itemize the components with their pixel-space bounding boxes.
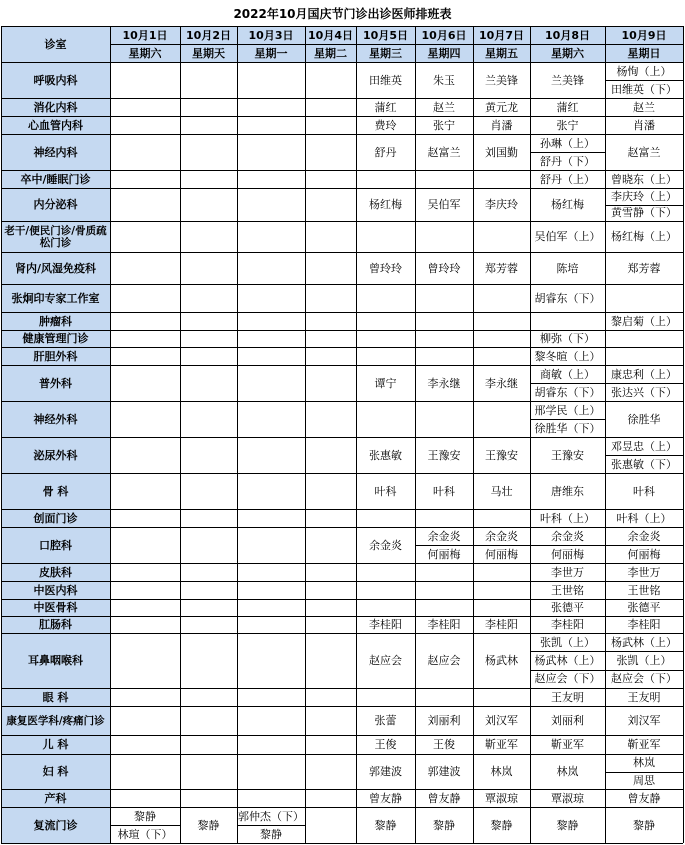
grid-line-h — [415, 545, 473, 546]
doctor-entry: 田维英（下） — [611, 82, 677, 96]
grid-line-h — [1, 134, 683, 135]
doctor-entry: 孙琳（上） — [540, 136, 595, 150]
doctor-entry: 赵应会 — [427, 654, 461, 667]
doctor-entry: 黎静 — [556, 818, 579, 832]
dept-name: 健康管理门诊 — [1, 330, 110, 347]
doctor-entry: 杨武林 — [485, 654, 518, 667]
grid-line-h — [1, 735, 683, 736]
grid-line-h — [1, 26, 683, 27]
doctor-entry: 刘国勤 — [485, 145, 518, 159]
grid-line-h — [110, 825, 180, 826]
doctor-entry: 李永继 — [485, 376, 518, 390]
grid-line-h — [1, 116, 683, 117]
grid-line-h — [1, 688, 683, 689]
date-header: 10月1日 — [110, 26, 180, 44]
date-header: 10月5日 — [356, 26, 415, 44]
date-header: 10月6日 — [415, 26, 473, 44]
doctor-entry: 何丽梅 — [551, 547, 584, 561]
doctor-entry: 杨红梅 — [551, 198, 584, 211]
doctor-entry: 曾玲玲 — [369, 261, 402, 275]
grid-line-h — [1, 347, 683, 348]
doctor-entry: 蒲红 — [556, 100, 579, 114]
grid-line-v — [237, 26, 238, 843]
doctor-entry: 张达兴（下） — [611, 385, 677, 399]
grid-line-h — [1, 527, 683, 528]
grid-line-h — [1, 252, 683, 253]
weekday-header: 星期天 — [180, 44, 237, 62]
doctor-entry: 李庆玲（上） — [611, 189, 677, 203]
grid-line-v — [180, 26, 181, 843]
doctor-entry: 赵富兰 — [627, 145, 661, 159]
grid-line-h — [1, 284, 683, 285]
grid-line-v — [605, 26, 606, 843]
doctor-entry: 黄元龙 — [485, 100, 518, 114]
doctor-entry: 何丽梅 — [627, 547, 661, 561]
doctor-entry: 余金炎 — [485, 529, 518, 543]
doctor-entry: 张德平 — [551, 601, 584, 614]
doctor-entry: 李桂阳 — [627, 618, 661, 631]
grid-line-h — [1, 437, 683, 438]
doctor-entry: 杨武林（上） — [534, 653, 601, 667]
doctor-entry: 余金炎 — [627, 529, 661, 543]
date-header: 10月3日 — [237, 26, 305, 44]
doctor-entry: 黎静 — [260, 827, 282, 841]
doctor-entry: 王俊 — [433, 738, 455, 751]
grid-line-h — [530, 670, 605, 671]
doctor-entry: 谭宁 — [374, 376, 397, 390]
grid-line-h — [530, 651, 605, 652]
grid-line-h — [1, 62, 683, 63]
grid-line-h — [605, 80, 683, 81]
doctor-entry: 赵富兰 — [427, 145, 461, 159]
doctor-entry: 商敏（上） — [540, 367, 595, 381]
doctor-entry: 黎静 — [134, 809, 156, 823]
grid-line-h — [1, 401, 683, 402]
grid-line-h — [605, 205, 683, 206]
weekday-header: 星期六 — [530, 44, 605, 62]
doctor-entry: 费玲 — [374, 118, 397, 132]
doctor-entry: 林瑄（下） — [117, 827, 173, 841]
doctor-entry: 靳亚军 — [551, 738, 584, 751]
dept-name: 肝胆外科 — [1, 347, 110, 365]
dept-name: 泌尿外科 — [1, 437, 110, 473]
grid-line-v — [356, 26, 357, 843]
date-header: 10月7日 — [473, 26, 530, 44]
weekday-header: 星期一 — [237, 44, 305, 62]
doctor-entry: 胡睿东（下） — [534, 291, 601, 305]
grid-line-v — [110, 26, 111, 843]
grid-line-v — [415, 26, 416, 843]
grid-line-h — [1, 330, 683, 331]
grid-line-h — [1, 843, 683, 844]
doctor-entry: 黎静 — [490, 818, 513, 832]
doctor-entry: 靳亚军 — [627, 738, 661, 751]
dept-name: 妇 科 — [1, 754, 110, 789]
doctor-entry: 刘丽利 — [427, 714, 461, 727]
grid-line-h — [1, 365, 683, 366]
doctor-entry: 张蕾 — [374, 714, 397, 727]
doctor-entry: 张惠敏（下） — [611, 457, 677, 471]
grid-line-v — [305, 26, 306, 843]
grid-line-h — [1, 170, 683, 171]
doctor-entry: 刘汉军 — [485, 714, 518, 727]
doctor-entry: 康忠利（上） — [611, 367, 677, 381]
doctor-entry: 张宁 — [556, 118, 579, 132]
date-header: 10月9日 — [605, 26, 683, 44]
doctor-entry: 黎静 — [433, 818, 455, 832]
doctor-entry: 郭建波 — [369, 765, 402, 778]
doctor-entry: 王世铭 — [627, 583, 661, 597]
doctor-entry: 王俊 — [374, 738, 397, 751]
doctor-entry: 曾友静 — [627, 791, 661, 805]
grid-line-v — [473, 26, 474, 843]
grid-line-v — [683, 26, 684, 843]
doctor-entry: 余金炎 — [369, 538, 402, 552]
grid-line-v — [530, 26, 531, 843]
dept-name: 内分泌科 — [1, 188, 110, 221]
doctor-entry: 黎静 — [374, 818, 397, 832]
doctor-entry: 曾友静 — [427, 791, 461, 805]
weekday-header: 星期四 — [415, 44, 473, 62]
dept-name: 产科 — [1, 789, 110, 807]
grid-line-h — [1, 98, 683, 99]
doctor-entry: 李世万 — [551, 565, 584, 579]
doctor-entry: 兰美锋 — [485, 73, 518, 87]
doctor-entry: 舒丹（下） — [540, 154, 595, 168]
doctor-entry: 叶科 — [433, 484, 455, 498]
grid-line-h — [605, 545, 683, 546]
doctor-entry: 李永继 — [427, 376, 461, 390]
doctor-entry: 张宁 — [433, 118, 455, 132]
grid-line-h — [530, 419, 605, 420]
doctor-entry: 赵兰 — [433, 100, 455, 114]
grid-line-h — [1, 473, 683, 474]
doctor-entry: 李世万 — [627, 565, 661, 579]
doctor-entry: 周思 — [633, 773, 655, 787]
grid-line-h — [1, 633, 683, 634]
grid-line-h — [1, 188, 683, 189]
dept-name: 口腔科 — [1, 527, 110, 563]
grid-line-h — [1, 754, 683, 755]
dept-name: 肛肠科 — [1, 616, 110, 633]
grid-line-h — [605, 772, 683, 773]
date-header: 10月2日 — [180, 26, 237, 44]
grid-line-h — [1, 789, 683, 790]
dept-name: 普外科 — [1, 365, 110, 401]
doctor-entry: 李桂阳 — [369, 618, 402, 631]
doctor-entry: 肖潘 — [633, 118, 655, 132]
dept-name: 神经内科 — [1, 134, 110, 170]
doctor-entry: 徐胜华 — [627, 412, 661, 426]
doctor-entry: 叶科（上） — [616, 511, 672, 525]
grid-line-h — [110, 44, 683, 45]
page-title: 2022年10月国庆节门诊出诊医师排班表 — [233, 7, 452, 21]
dept-name: 消化内科 — [1, 98, 110, 116]
doctor-entry: 王豫安 — [485, 448, 518, 462]
doctor-entry: 郭建波 — [427, 765, 461, 778]
doctor-entry: 黎启菊（上） — [611, 314, 677, 328]
doctor-entry: 杨红梅 — [369, 198, 402, 211]
doctor-entry: 杨武林（上） — [611, 635, 677, 649]
doctor-entry: 田维英 — [369, 73, 402, 87]
dept-name: 神经外科 — [1, 401, 110, 437]
grid-line-h — [237, 825, 305, 826]
doctor-entry: 兰美锋 — [551, 73, 584, 87]
doctor-entry: 王世铭 — [551, 583, 584, 597]
dept-name: 肾内/风湿免疫科 — [1, 252, 110, 284]
doctor-entry: 曾玲玲 — [427, 261, 461, 275]
doctor-entry: 马壮 — [490, 484, 513, 498]
doctor-entry: 邓昱忠（上） — [611, 439, 677, 453]
grid-line-v — [1, 26, 2, 843]
doctor-entry: 覃淑琼 — [551, 791, 584, 805]
dept-name: 肿瘤科 — [1, 312, 110, 330]
doctor-entry: 刘丽利 — [551, 714, 584, 727]
doctor-entry: 靳亚军 — [485, 738, 518, 751]
weekday-header: 星期五 — [473, 44, 530, 62]
doctor-entry: 徐胜华（下） — [534, 421, 601, 435]
grid-line-h — [530, 152, 605, 153]
grid-line-h — [605, 383, 683, 384]
grid-line-h — [605, 455, 683, 456]
doctor-entry: 叶科（上） — [540, 511, 595, 525]
dept-name: 中医骨科 — [1, 599, 110, 616]
doctor-entry: 叶科 — [374, 484, 397, 498]
doctor-entry: 李桂阳 — [551, 618, 584, 631]
weekday-header: 星期六 — [110, 44, 180, 62]
doctor-entry: 余金炎 — [427, 529, 461, 543]
doctor-entry: 林岚 — [633, 756, 655, 770]
dept-name: 张炯印专家工作室 — [1, 284, 110, 312]
doctor-entry: 杨恂（上） — [616, 64, 672, 78]
grid-line-h — [1, 563, 683, 564]
doctor-entry: 黎冬暄（上） — [534, 349, 601, 363]
date-header: 10月4日 — [305, 26, 356, 44]
grid-line-h — [1, 581, 683, 582]
doctor-entry: 王友明 — [627, 690, 661, 704]
doctor-entry: 何丽梅 — [485, 547, 518, 561]
doctor-entry: 郭仲杰（下） — [238, 809, 304, 823]
dept-name: 心血管内科 — [1, 116, 110, 134]
grid-line-h — [530, 383, 605, 384]
doctor-entry: 叶科 — [633, 484, 655, 498]
doctor-entry: 陈培 — [556, 261, 579, 275]
doctor-entry: 王豫安 — [551, 448, 584, 462]
doctor-entry: 王友明 — [551, 690, 584, 704]
grid-line-h — [1, 807, 683, 808]
doctor-entry: 李庆玲 — [485, 198, 518, 211]
doctor-entry: 张凯（上） — [616, 653, 672, 667]
grid-line-h — [605, 651, 683, 652]
doctor-entry: 林岚 — [490, 765, 513, 778]
grid-line-h — [1, 312, 683, 313]
dept-name: 儿 科 — [1, 735, 110, 754]
doctor-entry: 吴伯军（上） — [534, 230, 601, 243]
dept-name: 骨 科 — [1, 473, 110, 509]
doctor-entry: 杨红梅（上） — [611, 230, 677, 243]
weekday-header: 星期三 — [356, 44, 415, 62]
grid-line-h — [605, 670, 683, 671]
doctor-entry: 赵兰 — [633, 100, 655, 114]
dept-header: 诊室 — [1, 26, 110, 62]
grid-line-h — [530, 545, 605, 546]
dept-name: 创面门诊 — [1, 509, 110, 527]
doctor-entry: 覃淑琼 — [485, 791, 518, 805]
doctor-entry: 柳弥（下） — [540, 332, 595, 345]
doctor-entry: 舒丹 — [374, 145, 397, 159]
doctor-entry: 邢学民（上） — [534, 403, 601, 417]
doctor-entry: 郑芳蓉 — [627, 261, 661, 275]
grid-line-h — [1, 616, 683, 617]
weekday-header: 星期二 — [305, 44, 356, 62]
doctor-entry: 朱玉 — [433, 73, 455, 87]
doctor-entry: 赵应会 — [369, 654, 402, 667]
dept-name: 老干/便民门诊/骨质疏松门诊 — [1, 221, 110, 252]
doctor-entry: 吴伯军 — [427, 198, 461, 211]
grid-line-h — [1, 599, 683, 600]
dept-name: 康复医学科/疼痛门诊 — [1, 706, 110, 735]
doctor-entry: 曾友静 — [369, 791, 402, 805]
weekday-header: 星期日 — [605, 44, 683, 62]
dept-name: 复流门诊 — [1, 807, 110, 843]
doctor-entry: 郑芳蓉 — [485, 261, 518, 275]
doctor-entry: 林岚 — [556, 765, 579, 778]
doctor-entry: 赵应会（下） — [611, 672, 677, 686]
doctor-entry: 黄雪静（下） — [611, 206, 677, 220]
grid-line-h — [1, 221, 683, 222]
doctor-entry: 黎静 — [633, 818, 655, 832]
doctor-entry: 蒲红 — [374, 100, 397, 114]
dept-name: 眼 科 — [1, 688, 110, 706]
doctor-entry: 肖潘 — [490, 118, 513, 132]
doctor-entry: 何丽梅 — [427, 547, 461, 561]
doctor-entry: 余金炎 — [551, 529, 584, 543]
doctor-entry: 张凯（上） — [540, 635, 595, 649]
doctor-entry: 李桂阳 — [427, 618, 461, 631]
dept-name: 卒中/睡眠门诊 — [1, 170, 110, 188]
doctor-entry: 张惠敏 — [369, 448, 402, 462]
doctor-entry: 王豫安 — [427, 448, 461, 462]
doctor-entry: 赵应会（下） — [534, 672, 601, 686]
doctor-entry: 张德平 — [627, 601, 661, 614]
doctor-entry: 舒丹（上） — [540, 172, 595, 186]
doctor-entry: 曾晓东（上） — [611, 172, 677, 186]
doctor-entry: 黎静 — [197, 818, 220, 832]
date-header: 10月8日 — [530, 26, 605, 44]
doctor-entry: 李桂阳 — [485, 618, 518, 631]
grid-line-h — [1, 706, 683, 707]
doctor-entry: 胡睿东（下） — [534, 385, 601, 399]
dept-name: 呼吸内科 — [1, 62, 110, 98]
dept-name: 皮肤科 — [1, 563, 110, 581]
grid-line-h — [473, 545, 530, 546]
doctor-entry: 刘汉军 — [627, 714, 661, 727]
doctor-entry: 唐维东 — [551, 484, 584, 498]
grid-line-h — [1, 509, 683, 510]
dept-name: 耳鼻咽喉科 — [1, 633, 110, 688]
dept-name: 中医内科 — [1, 581, 110, 599]
